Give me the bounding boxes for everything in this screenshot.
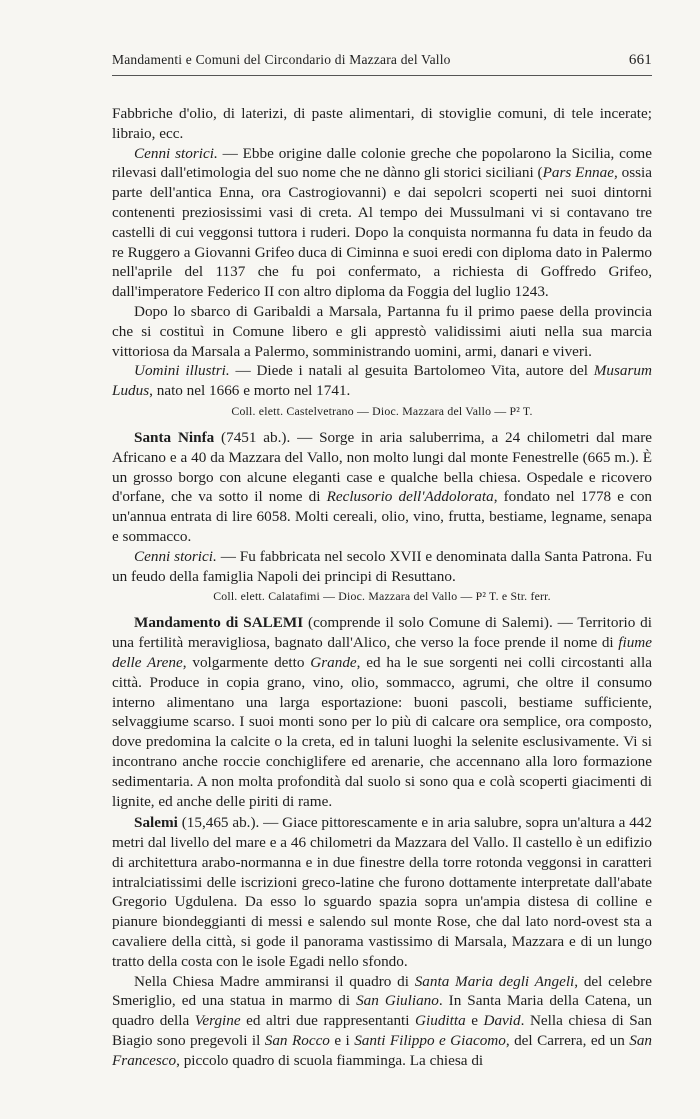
entry-heading: Salemi [134, 814, 178, 832]
partanna-industry-paragraph: Fabbriche d'olio, di laterizi, di paste alimentari, di stoviglie comuni, di tele incerate; libraio, ecc. [112, 105, 652, 142]
header-rule [112, 75, 652, 76]
mandamento-heading: Mandamento di SALEMI [134, 614, 304, 632]
section-label: Uomini illustri. [134, 362, 230, 380]
partanna-notables-paragraph: Uomini illustri. — Diede i natali al gesuita Bartolomeo Vita, autore del Musarum Ludus, nato nel 1666 e morto nel 1741. [112, 362, 652, 400]
salemi-paragraph: Salemi (15,465 ab.). — Giace pittorescamente e in aria salubre, sopra un'altura a 442 metri dal livello del mare e a 46 chilometri da Mazzara del Vallo. Il castello è un edifizio di architettura arabo-normanna e in due finestre della torre rotonda veggonsi in caratteri intralciatissimi delle iscrizioni greco-latine che furono dottamente interpretate dall'abate Gregorio Ugdulena. Da esso lo sguardo spazia sopra un'ampia distesa di colline e pianure biondeggianti di messi e salendo sul monte Rose, che dal lato nord-ovest sta a cavaliere della città, si gode il panorama vastissimo di Marsala, Mazzara e di un lungo tratto della costa con le isole Egadi nello sfondo. [112, 814, 652, 970]
page-body [112, 104, 652, 1071]
santa-ninfa-history-paragraph: Cenni storici. — Fu fabbricata nel secolo XVII e denominata dalla Santa Patrona. Fu un feudo della famiglia Napoli dei principi di Resuttano. [112, 547, 653, 585]
page-number: 661 [628, 52, 652, 68]
electoral-college-note: Coll. elett. Castelvetrano — Dioc. Mazzara del Vallo — P² T. [231, 403, 533, 418]
running-head [112, 52, 652, 69]
section-label: Cenni storici. [134, 144, 218, 162]
partanna-history-paragraph: Cenni storici. — Ebbe origine dalle colonie greche che popolarono la Sicilia, come rilevasi dall'etimologia del suo nome che ne dànno gli storici siciliani (Pars Ennae, ossia parte dell'antica Enna, ora Castrogiovanni) e dai sepolcri scoperti nei suoi dintorni contenenti preziosissimi vasi di creta. Al tempo dei Mussulmani vi si contavano tre castelli di cui veggonsi tuttora i ruderi. Dopo la conquista normanna fu data in feudo da re Ruggero a Giovanni Grifeo duca di Ciminna e suoi eredi con diploma dato in Palermo nell'aprile del 1137 che fu poi confermato, a richiesta di Goffredo Grifeo, dall'imperatore Federico II con altro diploma da Foggia del luglio 1243. [112, 144, 653, 301]
santa-ninfa-paragraph: Santa Ninfa (7451 ab.). — Sorge in aria saluberrima, a 24 chilometri dal mare Africano e a 40 da Mazzara del Vallo, non molto lungi dal monte Fenestrelle (665 m.). È un grosso borgo con alcune eleganti case e qualche bella chiesa. Ospedale e ricovero d'orfane, che va sotto il nome di Reclusorio dell'Addolorata, fondato nel 1778 e con un'annua entrata di lire 6058. Molti cereali, olio, vino, frutta, bestiame, legname, senapa e sommacco. [112, 428, 653, 545]
salemi-churches-paragraph: Nella Chiesa Madre ammiransi il quadro di Santa Maria degli Angeli, del celebre Smeriglio, ed una statua in marmo di San Giuliano. In Santa Maria della Catena, un quadro della Vergine ed altri due rappresentanti Giuditta e David. Nella chiesa di San Biagio sono pregevoli il San Rocco e i Santi Filippo e Giacomo, del Carrera, ed un San Francesco, piccolo quadro di scuola fiamminga. La chiesa di [112, 972, 653, 1069]
mandamento-salemi-paragraph: Mandamento di SALEMI (comprende il solo Comune di Salemi). — Territorio di una fertilità meravigliosa, bagnato dall'Alico, che verso la foce prende il nome di fiume delle Arene, volgarmente detto Grande, ed ha le sue sorgenti nei colli circostanti alla città. Produce in copia grano, vino, olio, sommacco, agrumi, che oltre il consumo interno alimentano una larga esportazione: buoni pascoli, bestiame sufficiente, selvaggiume scarso. I suoi monti sono per lo più di calcare ora semplice, ora composto, dove predomina la calcite o la creta, ed in taluni luoghi la selenite esclusivamente. Vi si incontrano anche roccie conchiglifere ed arenarie, che accennano alla loro formazione sedimentaria. A non molta profondità dal suolo si sono qua e colà scoperti giacimenti di lignite, ed anche delle piriti di rame. [112, 614, 652, 810]
partanna-garibaldi-paragraph: Dopo lo sbarco di Garibaldi a Marsala, Partanna fu il primo paese della provincia che si costituì in Comune libero e gli apprestò validissimi aiuti nella sua marcia vittoriosa da Marsala a Palermo, somministrando uomini, armi, danari e viveri. [112, 302, 652, 360]
section-label: Cenni storici. [134, 547, 217, 565]
running-head-title: Mandamenti e Comuni del Circondario di Mazzara del Vallo [112, 52, 451, 67]
entry-heading: Santa Ninfa [134, 428, 215, 446]
electoral-college-note: Coll. elett. Calatafimi — Dioc. Mazzara del Vallo — P² T. e Str. ferr. [213, 589, 551, 604]
